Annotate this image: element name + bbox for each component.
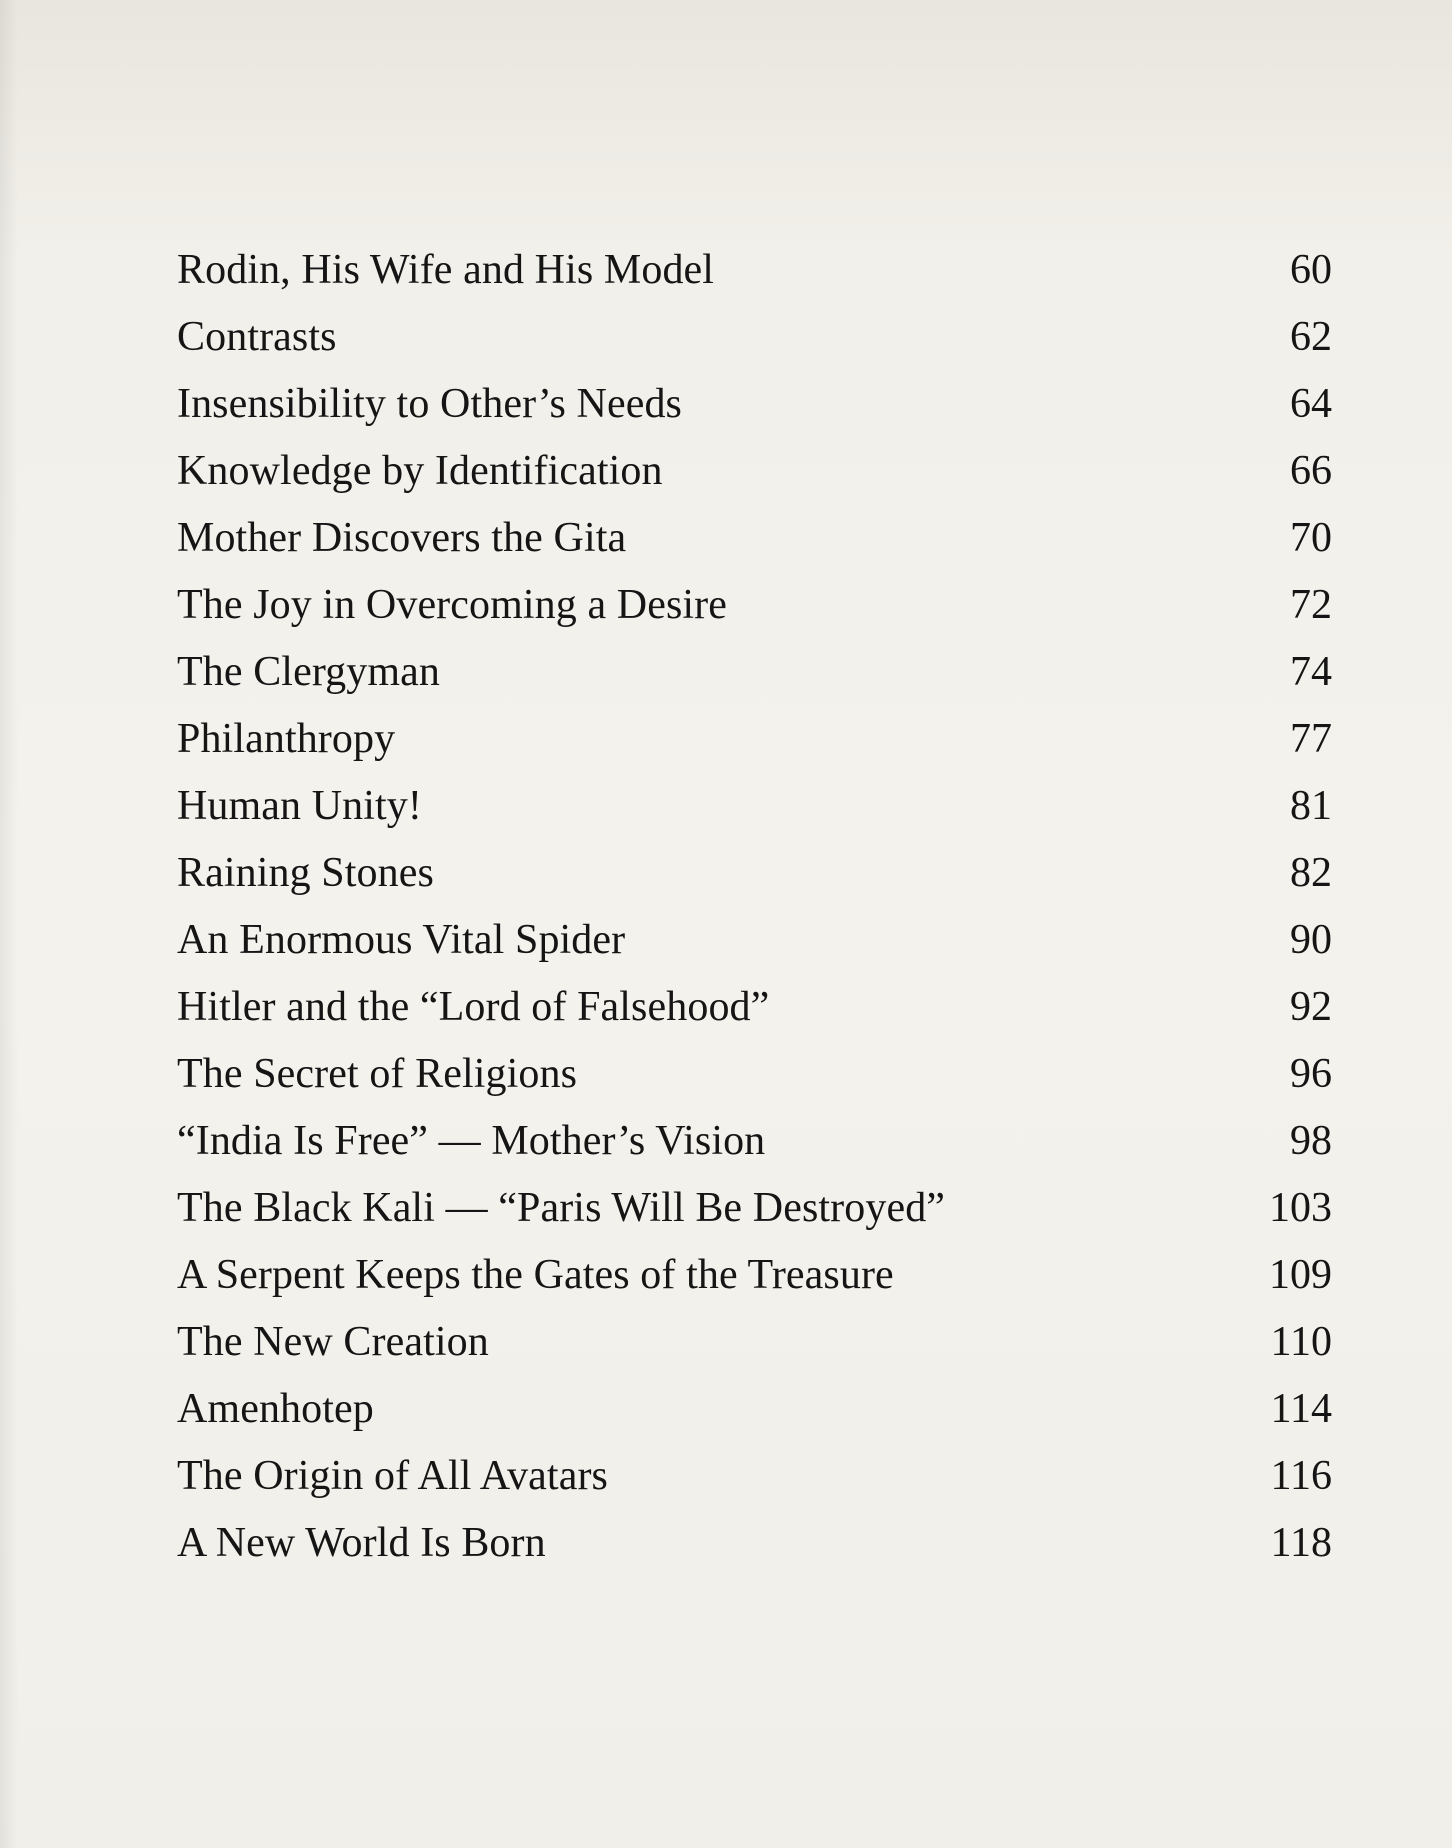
toc-entry-title: Contrasts [177, 314, 337, 360]
toc-entry-title: Philanthropy [177, 716, 396, 762]
toc-entry [177, 840, 1332, 907]
toc-entry-title: The Clergyman [177, 649, 440, 695]
table-of-contents-list [177, 237, 1332, 1577]
toc-entry-title: A New World Is Born [177, 1520, 546, 1566]
toc-entry [177, 639, 1332, 706]
toc-entry [177, 1175, 1332, 1242]
toc-entry-title: A Serpent Keeps the Gates of the Treasure [177, 1252, 894, 1298]
page-edge-shadow [0, 0, 18, 1848]
toc-entry-page: 66 [1290, 448, 1332, 494]
toc-entry-page: 60 [1290, 247, 1332, 293]
toc-entry-page: 70 [1290, 515, 1332, 561]
toc-entry [177, 773, 1332, 840]
toc-entry [177, 304, 1332, 371]
toc-entry [177, 505, 1332, 572]
toc-entry [177, 907, 1332, 974]
toc-entry-page: 114 [1270, 1386, 1332, 1432]
toc-entry-page: 90 [1290, 917, 1332, 963]
toc-entry-page: 109 [1269, 1252, 1332, 1298]
toc-entry-page: 92 [1290, 984, 1332, 1030]
toc-entry [177, 706, 1332, 773]
toc-entry [177, 237, 1332, 304]
toc-entry-page: 77 [1290, 716, 1332, 762]
toc-entry-page: 98 [1290, 1118, 1332, 1164]
toc-entry-page: 62 [1290, 314, 1332, 360]
toc-entry [177, 371, 1332, 438]
toc-entry [177, 1309, 1332, 1376]
toc-entry [177, 1041, 1332, 1108]
toc-entry-page: 81 [1290, 783, 1332, 829]
toc-entry-title: “India Is Free” — Mother’s Vision [177, 1118, 766, 1164]
toc-entry [177, 572, 1332, 639]
toc-entry-title: Amenhotep [177, 1386, 374, 1432]
toc-entry [177, 1242, 1332, 1309]
toc-entry-title: Raining Stones [177, 850, 434, 896]
toc-entry-page: 103 [1269, 1185, 1332, 1231]
toc-entry [177, 1376, 1332, 1443]
toc-entry-page: 74 [1290, 649, 1332, 695]
toc-entry-title: Hitler and the “Lord of Falsehood” [177, 984, 770, 1030]
toc-entry-title: An Enormous Vital Spider [177, 917, 626, 963]
toc-entry [177, 1510, 1332, 1577]
toc-entry-title: The Secret of Religions [177, 1051, 578, 1097]
toc-entry-page: 72 [1290, 582, 1332, 628]
toc-entry [177, 438, 1332, 505]
toc-entry-title: Human Unity! [177, 783, 422, 829]
toc-entry-page: 118 [1270, 1520, 1332, 1566]
toc-entry-page: 64 [1290, 381, 1332, 427]
toc-entry-title: The Black Kali — “Paris Will Be Destroyed” [177, 1185, 946, 1231]
toc-entry [177, 1108, 1332, 1175]
toc-entry-page: 116 [1270, 1453, 1332, 1499]
toc-entry-title: The New Creation [177, 1319, 489, 1365]
toc-entry-title: Knowledge by Identification [177, 448, 663, 494]
toc-entry-title: The Origin of All Avatars [177, 1453, 608, 1499]
toc-entry-title: Rodin, His Wife and His Model [177, 247, 715, 293]
toc-entry [177, 974, 1332, 1041]
toc-entry-title: The Joy in Overcoming a Desire [177, 582, 728, 628]
toc-entry-page: 96 [1290, 1051, 1332, 1097]
toc-entry-title: Mother Discovers the Gita [177, 515, 627, 561]
toc-entry [177, 1443, 1332, 1510]
toc-entry-page: 110 [1270, 1319, 1332, 1365]
toc-entry-title: Insensibility to Other’s Needs [177, 381, 682, 427]
toc-entry-page: 82 [1290, 850, 1332, 896]
